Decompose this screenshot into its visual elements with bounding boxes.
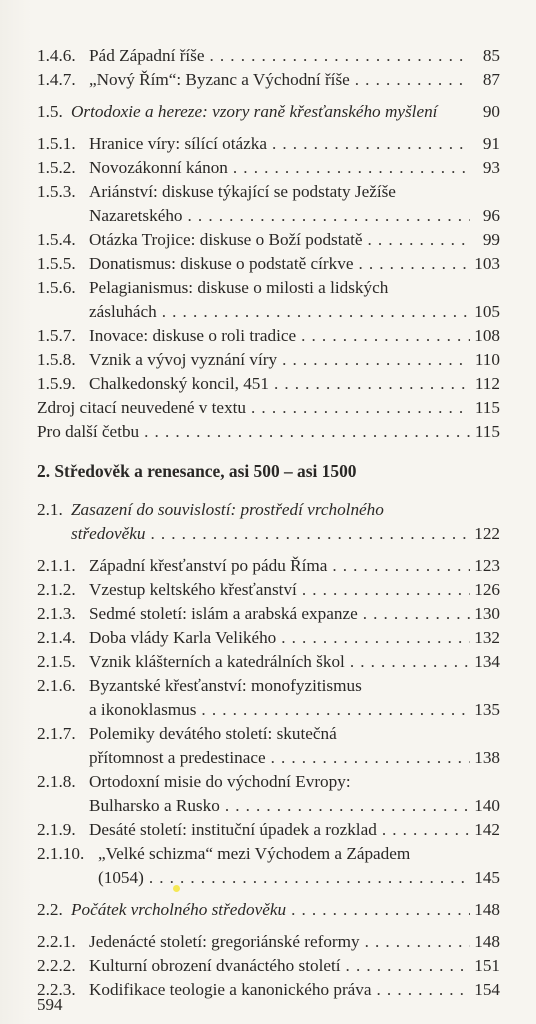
entry-page: 115 [474,422,500,441]
entry-page: 126 [474,580,500,599]
entry-number: 1.4.6. [37,46,76,65]
toc-entry-2-2-2 [37,954,500,978]
dot-leader [281,626,470,650]
entry-page: 87 [482,70,500,89]
dot-leader [346,954,470,978]
entry-number: 1.4.7. [37,70,76,89]
dot-leader [291,898,470,922]
toc-entry-2-1-4 [37,626,500,650]
toc-entry-1-5-1 [37,132,500,156]
dot-leader [150,522,470,546]
dot-leader [225,794,470,818]
entry-number: 2.2.3. [37,980,76,999]
entry-title-line: Bulharsko a Rusko [89,796,220,815]
chapter-title: 2. Středověk a renesance, asi 500 – asi 1500 [37,461,357,481]
entry-title: Novozákonní kánon [89,158,228,177]
dot-leader [363,602,470,626]
dot-leader [355,68,470,92]
entry-page: 145 [474,868,500,887]
entry-title: Vzestup keltského křesťanství [89,580,297,599]
toc-entry-1-5-2 [37,156,500,180]
dot-leader [272,132,470,156]
entry-title: Zdroj citací neuvedené v textu [37,398,247,417]
toc-entry-2-1-7 [37,722,500,770]
toc-entry-1-5-3 [37,180,500,228]
entry-title: Hranice víry: sílící otázka [89,134,268,153]
toc-section-2-1 [37,498,500,546]
dot-leader [282,348,470,372]
entry-title: Západní křesťanství po pádu Říma [89,556,328,575]
entry-title: Vznik klášterních a katedrálních škol [89,652,345,671]
entry-page: 132 [474,628,500,647]
entry-page: 90 [482,102,500,121]
entry-page: 110 [474,350,500,369]
entry-title-line: Ariánství: diskuse týkající se podstaty Ježíše [89,182,396,201]
entry-number: 2.1. [37,500,63,519]
entry-page: 105 [474,302,500,321]
dot-leader [365,930,470,954]
entry-number: 1.5.6. [37,278,76,297]
toc-entry-2-1-5 [37,650,500,674]
entry-title: Kulturní obrození dvanáctého století [89,956,341,975]
entry-page: 148 [474,932,500,951]
entry-number: 2.1.1. [37,556,76,575]
entry-number: 1.5.2. [37,158,76,177]
entry-page: 134 [474,652,500,671]
entry-title: „Nový Řím“: Byzanc a Východní říše [89,70,350,89]
entry-title: Otázka Trojice: diskuse o Boží podstatě [89,230,363,249]
page-number: 594 [37,995,63,1014]
dot-leader [377,978,470,1002]
entry-page: 99 [482,230,500,249]
entry-number: 2.1.8. [37,772,76,791]
entry-number: 2.1.7. [37,724,76,743]
entry-page: 96 [482,206,500,225]
entry-title: Počátek vrcholného středověku [71,900,287,919]
entry-number: 1.5.7. [37,326,76,345]
entry-page: 130 [474,604,500,623]
dot-leader [302,578,470,602]
entry-title-line: zásluhách [89,302,157,321]
toc-section-1-5 [37,100,500,124]
toc-entry-2-1-8 [37,770,500,818]
entry-number: 2.1.2. [37,580,76,599]
entry-title: Pád Západní říše [89,46,205,65]
toc-entry-2-1-3 [37,602,500,626]
toc-section-2-2 [37,898,500,922]
entry-title-line: Ortodoxní misie do východní Evropy: [89,772,351,791]
entry-title: Kodifikace teologie a kanonického práva [89,980,372,999]
entry-title: Pro další četbu [37,422,140,441]
entry-page: 140 [474,796,500,815]
entry-number: 1.5.8. [37,350,76,369]
entry-title: Inovace: diskuse o roli tradice [89,326,297,345]
entry-title-line: Polemiky devátého století: skutečná [89,724,337,743]
toc-entry-2-2-1 [37,930,500,954]
toc-entry-1-5-4 [37,228,500,252]
entry-number: 2.1.10. [37,844,85,863]
dot-leader [233,156,470,180]
entry-number: 1.5.9. [37,374,76,393]
dot-leader [382,818,470,842]
entry-title-line: Zasazení do souvislostí: prostředí vrcholného [71,500,384,519]
entry-title-line: Byzantské křesťanství: monofyzitismus [89,676,362,695]
entry-page: 142 [474,820,500,839]
entry-number: 2.1.9. [37,820,76,839]
entry-number: 2.1.6. [37,676,76,695]
dot-leader [210,44,470,68]
entry-title: Vznik a vývoj vyznání víry [89,350,278,369]
dot-leader [301,324,470,348]
entry-title-line: a ikonoklasmus [89,700,197,719]
entry-title-line: přítomnost a predestinace [89,748,266,767]
entry-number: 1.5.5. [37,254,76,273]
dot-leader [271,746,470,770]
entry-title: Desáté století: instituční úpadek a rozklad [89,820,377,839]
toc-entry-1-4-7 [37,68,500,92]
entry-page: 123 [474,556,500,575]
entry-page: 122 [474,524,500,543]
toc-entry-1-5-9 [37,372,500,396]
entry-page: 115 [474,398,500,417]
toc-entry-1-5-7 [37,324,500,348]
entry-number: 2.1.3. [37,604,76,623]
toc-entry-2-1-6 [37,674,500,722]
entry-number: 1.5.1. [37,134,76,153]
entry-page: 93 [482,158,500,177]
toc-entry-1-5-6 [37,276,500,324]
entry-page: 154 [474,980,500,999]
entry-page: 91 [482,134,500,153]
entry-number: 2.2.1. [37,932,76,951]
dot-leader [358,252,470,276]
entry-number: 2.2. [37,900,63,919]
entry-number: 1.5. [37,102,63,121]
toc-entry-1-5-5 [37,252,500,276]
entry-title: Doba vlády Karla Velikého [89,628,277,647]
entry-page: 85 [482,46,500,65]
entry-title: Ortodoxie a hereze: vzory raně křesťanského myšlení [71,102,438,121]
entry-page: 103 [474,254,500,273]
dot-leader [350,650,470,674]
dot-leader [201,698,470,722]
dot-leader [162,300,470,324]
entry-number: 1.5.3. [37,182,76,201]
toc-entry-sources [37,396,500,420]
dot-leader [144,420,470,444]
entry-title-line: Pelagianismus: diskuse o milosti a lidských [89,278,389,297]
entry-title: Donatismus: diskuse o podstatě církve [89,254,354,273]
entry-title-line: „Velké schizma“ mezi Východem a Západem [98,844,411,863]
toc-entry-2-1-2 [37,578,500,602]
entry-page: 108 [474,326,500,345]
entry-page: 112 [474,374,500,393]
dot-leader [251,396,470,420]
toc-entry-further-reading [37,420,500,444]
entry-page: 148 [474,900,500,919]
dot-leader [188,204,470,228]
entry-page: 151 [474,956,500,975]
chapter-heading [37,459,500,483]
entry-number: 1.5.4. [37,230,76,249]
dot-leader [274,372,470,396]
entry-number: 2.1.4. [37,628,76,647]
dot-leader [368,228,470,252]
toc-entry-2-2-3 [37,978,500,1002]
entry-title-line: středověku [71,524,146,543]
entry-page: 135 [474,700,500,719]
toc-entry-1-5-8 [37,348,500,372]
entry-title-line: (1054) [98,868,144,887]
toc-entry-2-1-1 [37,554,500,578]
dot-leader [332,554,470,578]
entry-page: 138 [474,748,500,767]
entry-title: Sedmé století: islám a arabská expanze [89,604,358,623]
highlighter-mark [173,885,180,892]
toc-entry-2-1-10 [37,842,500,890]
dot-leader [149,866,470,890]
entry-title: Chalkedonský koncil, 451 [89,374,269,393]
entry-number: 2.1.5. [37,652,76,671]
entry-title-line: Nazaretského [89,206,183,225]
table-of-contents [37,44,500,1002]
toc-entry-1-4-6 [37,44,500,68]
entry-number: 2.2.2. [37,956,76,975]
entry-title: Jedenácté století: gregoriánské reformy [89,932,360,951]
toc-entry-2-1-9 [37,818,500,842]
